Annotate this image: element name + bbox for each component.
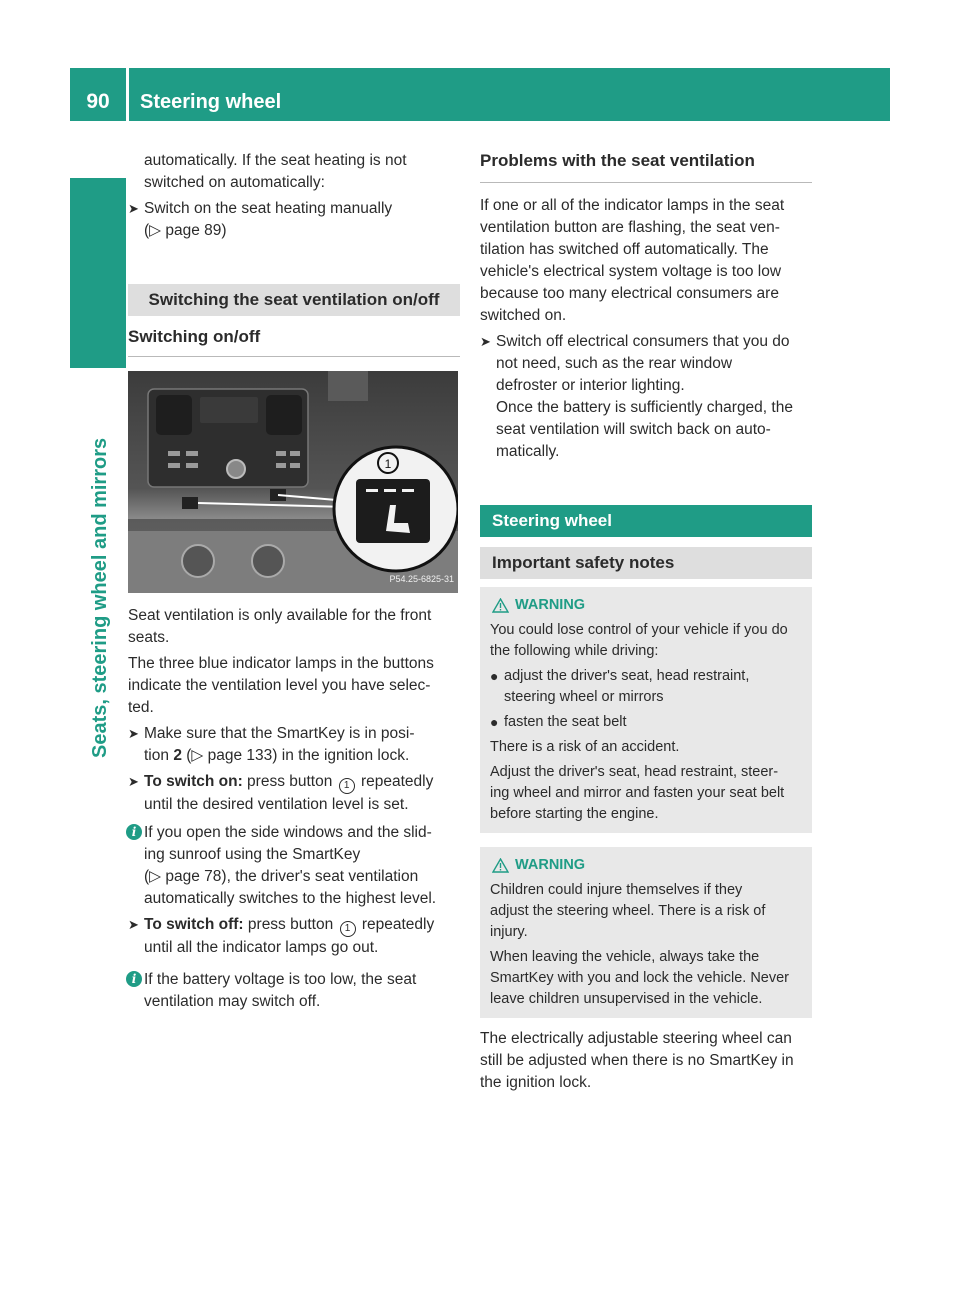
text-line: the ignition lock. <box>480 1074 592 1091</box>
warning-triangle-icon <box>492 858 509 873</box>
text-line: SmartKey with you and lock the vehicle. Never <box>490 970 789 986</box>
text-line: seats. <box>128 629 170 646</box>
text-line: There is a risk of an accident. <box>490 739 680 755</box>
left-column <box>128 150 460 1013</box>
bullet-item <box>490 666 804 708</box>
button-callout-icon: 1 <box>339 778 355 794</box>
text-line: Switch off electrical consumers that you do <box>496 333 790 350</box>
paragraph <box>480 195 812 327</box>
dashboard-photo <box>128 371 458 593</box>
bullet-item <box>490 712 804 733</box>
text-line: The electrically adjustable steering wheel can <box>480 1030 792 1047</box>
arrow-right-icon: ➤ <box>128 917 139 932</box>
text-line: before starting the engine. <box>490 806 659 822</box>
position-number: 2 <box>173 747 182 764</box>
text-line: until all the indicator lamps go out. <box>144 939 379 956</box>
text-line: not need, such as the rear window <box>496 355 733 372</box>
text-line: indicate the ventilation level you have selec- <box>128 677 431 694</box>
text-line: If one or all of the indicator lamps in the seat <box>480 197 785 214</box>
bullet-icon: ● <box>490 668 499 684</box>
paragraph <box>128 605 460 649</box>
side-tab-block <box>70 178 126 368</box>
text-line: injury. <box>490 924 528 940</box>
info-note <box>128 969 460 1013</box>
header-divider <box>126 68 129 121</box>
text-line: If you open the side windows and the slid- <box>144 824 432 841</box>
text-line: defroster or interior lighting. <box>496 377 685 394</box>
bullet-icon: ● <box>490 714 499 730</box>
text-line: You could lose control of your vehicle if you do <box>490 622 788 638</box>
step-item <box>128 723 460 767</box>
section-heading: Switching the seat ventilation on/off <box>128 284 460 316</box>
section-heading-safety-notes: Important safety notes <box>480 547 812 579</box>
step-item <box>128 198 460 242</box>
text-line: adjust the steering wheel. There is a risk of <box>490 903 766 919</box>
image-code: P54.25-6825-31 <box>389 574 454 584</box>
page-reference-link[interactable]: (▷ page 78), the driver's seat ventilation <box>144 868 419 885</box>
text-line: ing sunroof using the SmartKey <box>144 846 361 863</box>
text-line: If the battery voltage is too low, the seat <box>144 971 417 988</box>
warning-label: WARNING <box>515 597 586 613</box>
page-title: Steering wheel <box>140 91 282 113</box>
arrow-right-icon: ➤ <box>128 726 139 741</box>
text-line: automatically switches to the highest level. <box>144 890 437 907</box>
page-number: 90 <box>86 90 110 113</box>
right-column <box>480 150 812 1094</box>
text-line: ted. <box>128 699 154 716</box>
text-line: Adjust the driver's seat, head restraint, steer- <box>490 764 779 780</box>
paragraph <box>128 653 460 719</box>
warning-box <box>480 847 812 1018</box>
text-line: automatically. If the seat heating is not <box>144 152 407 169</box>
page-reference-link[interactable]: (▷ page 89) <box>144 222 227 239</box>
text-line: seat ventilation will switch back on auto- <box>496 421 771 438</box>
text-line: tion 2 (▷ page 133) in the ignition lock. <box>144 747 410 764</box>
text-line: Switch on the seat heating manually <box>144 200 393 217</box>
step-item <box>480 331 812 463</box>
text-line: ing wheel and mirror and fasten your seat belt <box>490 785 785 801</box>
text-line: steering wheel or mirrors <box>504 689 664 705</box>
text-line: ventilation may switch off. <box>144 993 321 1010</box>
text-line: Make sure that the SmartKey is in posi- <box>144 725 415 742</box>
text-line: ventilation button are flashing, the seat ven- <box>480 219 780 236</box>
step-item <box>128 771 460 816</box>
warning-header <box>490 595 804 616</box>
info-icon: i <box>126 971 142 987</box>
text-line: because too many electrical consumers are <box>480 285 779 302</box>
arrow-right-icon: ➤ <box>128 774 139 789</box>
button-callout-icon: 1 <box>340 921 356 937</box>
side-tab-label: Seats, steering wheel and mirrors <box>89 437 111 758</box>
text-line: To switch on: press button 1 repeatedly <box>144 771 460 794</box>
warning-triangle-icon <box>492 598 509 613</box>
step-item <box>128 914 460 959</box>
warning-header <box>490 855 804 876</box>
page-reference-link[interactable]: (▷ page 133) in the ignition lock. <box>186 747 410 764</box>
info-note <box>128 822 460 910</box>
text-line: Children could injure themselves if they <box>490 882 743 898</box>
text-line: When leaving the vehicle, always take the <box>490 949 760 965</box>
text-line: switched on. <box>480 307 567 324</box>
text-line: switched on automatically: <box>144 174 325 191</box>
warning-box <box>480 587 812 833</box>
arrow-right-icon: ➤ <box>128 201 139 216</box>
text-line: vehicle's electrical system voltage is too low <box>480 263 782 280</box>
text-line: until the desired ventilation level is set. <box>144 796 409 813</box>
text-line: adjust the driver's seat, head restraint, <box>504 668 750 684</box>
info-icon: i <box>126 824 142 840</box>
text-line: To switch off: press button 1 repeatedly <box>144 914 460 937</box>
arrow-right-icon: ➤ <box>480 334 491 349</box>
text-line: the following while driving: <box>490 643 659 659</box>
text-line: Once the battery is sufficiently charged, the <box>496 399 793 416</box>
section-heading-steering-wheel: Steering wheel <box>480 505 812 537</box>
subheading: Problems with the seat ventilation <box>480 150 812 183</box>
text-line: fasten the seat belt <box>504 714 627 730</box>
image-callout-number: 1 <box>384 457 392 471</box>
text-line: leave children unsupervised in the vehicle. <box>490 991 763 1007</box>
paragraph <box>480 1028 812 1094</box>
warning-label: WARNING <box>515 857 586 873</box>
text-line: still be adjusted when there is no SmartKey in <box>480 1052 794 1069</box>
dashboard-illustration <box>128 371 458 593</box>
text-line: tilation has switched off automatically. The <box>480 241 769 258</box>
text-line: The three blue indicator lamps in the buttons <box>128 655 434 672</box>
intro-text <box>128 150 460 194</box>
subheading: Switching on/off <box>128 326 460 357</box>
text-line: matically. <box>496 443 560 460</box>
text-line: Seat ventilation is only available for the front <box>128 607 432 624</box>
